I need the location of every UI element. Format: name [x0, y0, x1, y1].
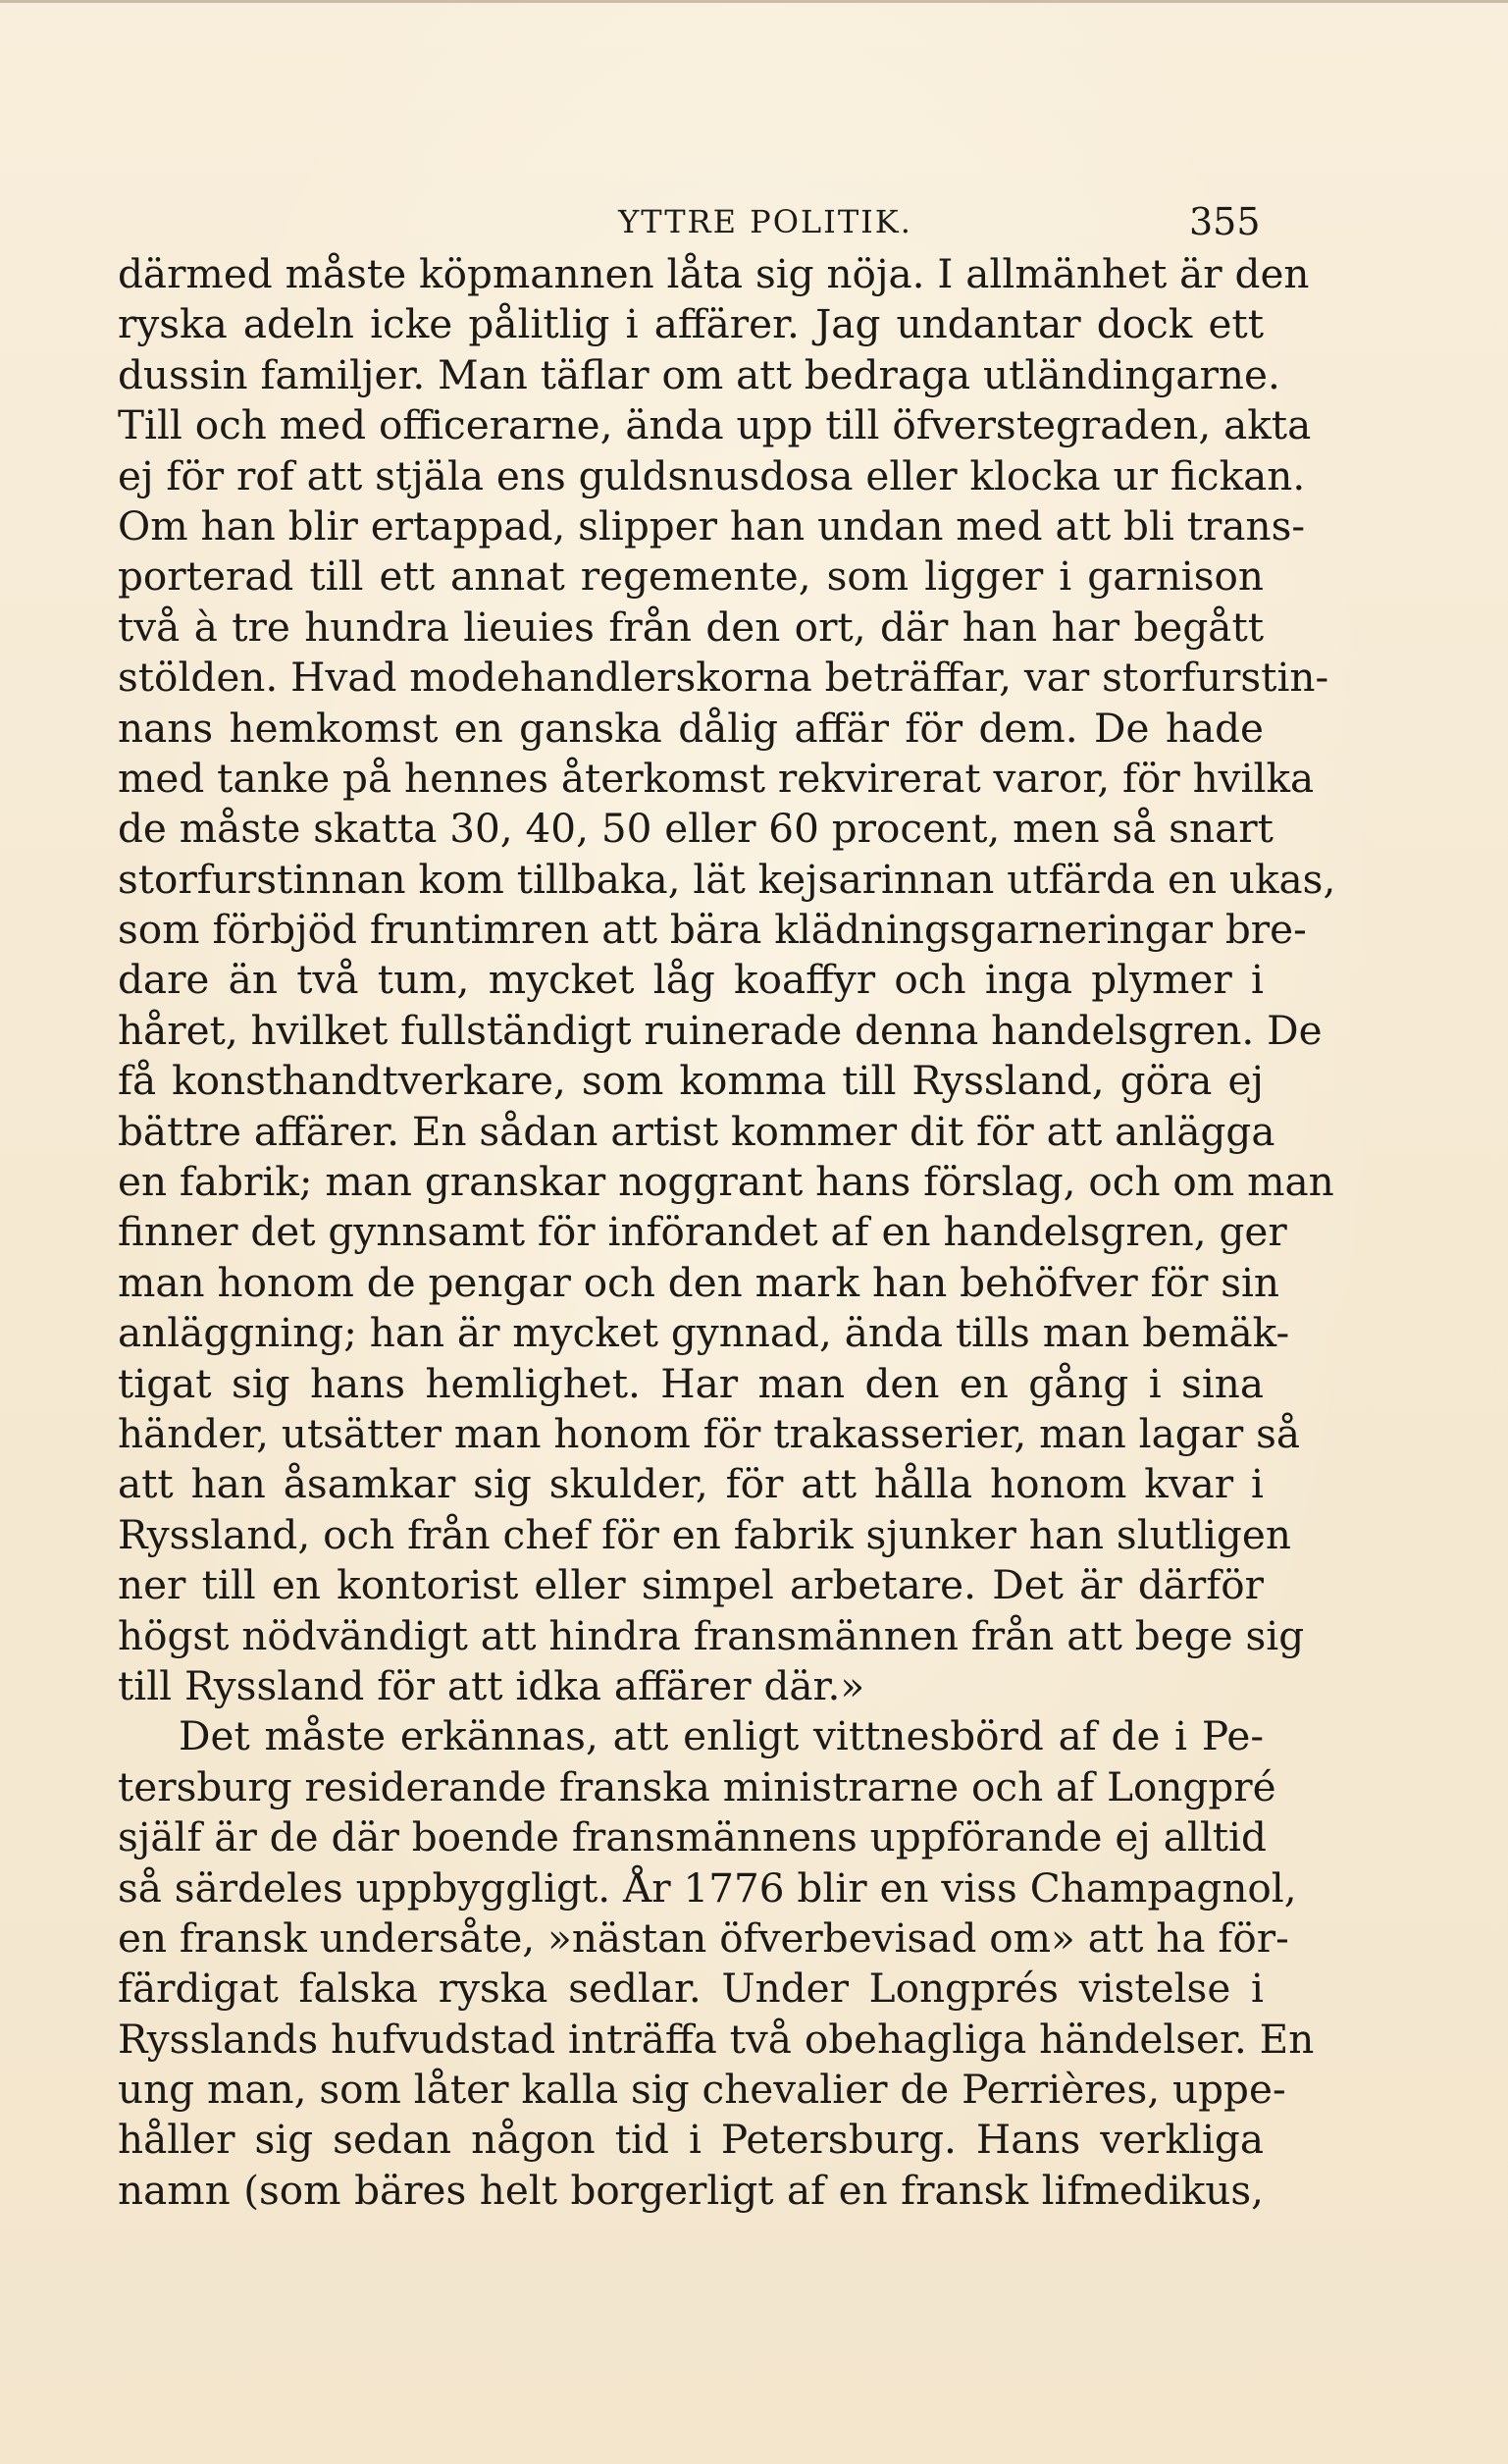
text-line: Till och med officerarne, ända upp till öfverstegraden, akta: [118, 401, 1312, 449]
text-line: få konsthandtverkare, som komma till Ryssland, göra ej: [118, 1057, 1264, 1105]
text-line: finner det gynnsamt för införandet af en handelsgren, ger: [118, 1208, 1287, 1256]
text-line: anläggning; han är mycket gynnad, ända tills man bemäk-: [118, 1309, 1290, 1357]
text-line: nans hemkomst en ganska dålig affär för dem. De hade: [118, 704, 1264, 752]
text-line: håret, hvilket fullständigt ruinerade denna handelsgren. De: [118, 1006, 1323, 1054]
text-line: ung man, som låter kalla sig chevalier de Perrières, uppe-: [118, 2066, 1286, 2114]
text-line: färdigat falska ryska sedlar. Under Longprés vistelse i: [118, 1965, 1264, 2013]
text-line: storfurstinnan kom tillbaka, lät kejsarinnan utfärda en ukas,: [118, 855, 1336, 903]
running-head: [0, 192, 1508, 251]
text-line: Ryssland, och från chef för en fabrik sjunker han slutligen: [118, 1510, 1291, 1558]
text-line: två à tre hundra lieuies från den ort, där han har begått: [118, 603, 1264, 651]
text-line: så särdeles uppbyggligt. År 1776 blir en viss Champagnol,: [118, 1863, 1297, 1912]
text-line: ryska adeln icke pålitlig i affärer. Jag undantar dock ett: [118, 300, 1264, 348]
text-line: håller sig sedan någon tid i Petersburg. Hans verkliga: [118, 2116, 1264, 2164]
text-line: man honom de pengar och den mark han behöfver för sin: [118, 1258, 1280, 1306]
text-line: att han åsamkar sig skulder, för att hålla honom kvar i: [118, 1460, 1264, 1508]
text-line: tigat sig hans hemlighet. Har man den en gång i sina: [118, 1359, 1264, 1407]
text-line: namn (som bäres helt borgerligt af en fransk lifmedikus,: [118, 2166, 1264, 2214]
page-top-edge: [0, 0, 1508, 3]
page-number: 355: [1189, 200, 1261, 243]
running-title: YTTRE POLITIK.: [618, 203, 912, 240]
text-line: stölden. Hvad modehandlerskorna beträffar, var storfurstin-: [118, 654, 1329, 702]
text-line: ner till en kontorist eller simpel arbetare. Det är därför: [118, 1561, 1264, 1609]
text-line: porterad till ett annat regemente, som ligger i garnison: [118, 552, 1264, 601]
text-line: bättre affärer. En sådan artist kommer dit för att anlägga: [118, 1107, 1275, 1155]
text-line: med tanke på hennes återkomst rekvirerat varor, för hvilka: [118, 754, 1315, 802]
text-line: händer, utsätter man honom för trakasserier, man lagar så: [118, 1409, 1301, 1457]
text-line: de måste skatta 30, 40, 50 eller 60 procent, men så snart: [118, 805, 1274, 853]
text-line: själf är de där boende fransmännens uppförande ej alltid: [118, 1813, 1267, 1861]
text-line: dare än två tum, mycket låg koaffyr och inga plymer i: [118, 956, 1264, 1004]
text-line: en fabrik; man granskar noggrant hans förslag, och om man: [118, 1158, 1334, 1206]
text-line: dussin familjer. Man täflar om att bedraga utländingarne.: [118, 350, 1280, 398]
paragraph-end-line: till Ryssland för att idka affärer där.»: [118, 1661, 865, 1709]
text-line: tersburg residerande franska ministrarne och af Longpré: [118, 1762, 1276, 1810]
text-line: högst nödvändigt att hindra fransmännen från att bege sig: [118, 1611, 1305, 1659]
text-line: ej för rof att stjäla ens guldsnusdosa eller klocka ur fickan.: [118, 451, 1306, 499]
text-line: som förbjöd fruntimren att bära klädningsgarneringar bre-: [118, 906, 1307, 954]
text-line: därmed måste köpmannen låta sig nöja. I allmänhet är den: [118, 250, 1310, 297]
text-line: en fransk undersåte, »nästan öfverbevisad om» att ha för-: [118, 1914, 1289, 1962]
paragraph-start-line: Det måste erkännas, att enligt vittnesbörd af de i Pe-: [179, 1712, 1264, 1760]
body-text: [118, 249, 1336, 2216]
text-line: Rysslands hufvudstad inträffa två obehagliga händelser. En: [118, 2015, 1315, 2063]
text-line: Om han blir ertappad, slipper han undan med att bli trans-: [118, 501, 1306, 550]
